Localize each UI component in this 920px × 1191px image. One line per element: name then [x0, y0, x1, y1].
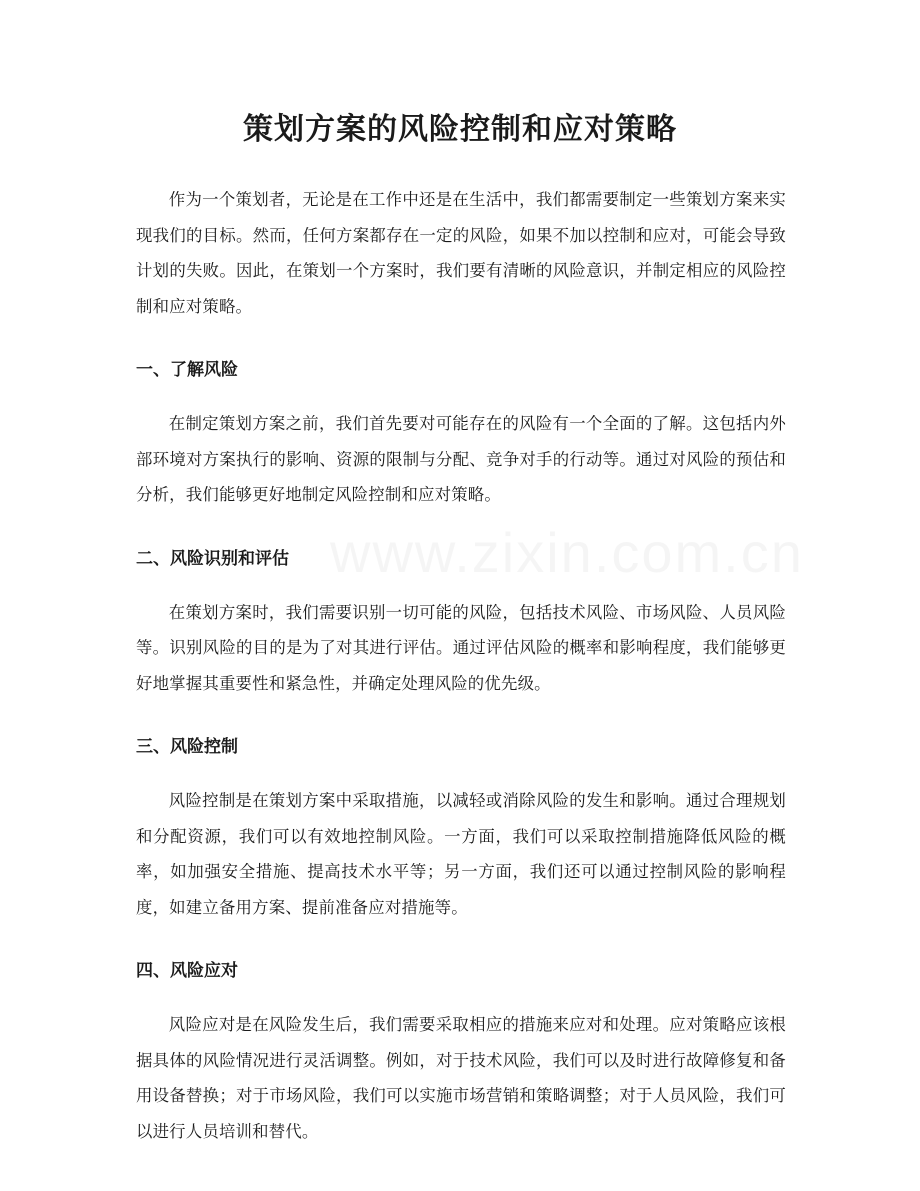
section-heading: 三、风险控制 [136, 737, 238, 757]
section-paragraph: 在制定策划方案之前，我们首先要对可能存在的风险有一个全面的了解。这包括内外部环境对方案执行的影响、资源的限制与分配、竞争对手的行动等。通过对风险的预估和分析，我们能够更好地制定风险控制和应对策略。 [136, 414, 786, 504]
intro-paragraph: 作为一个策划者，无论是在工作中还是在生活中，我们都需要制定一些策划方案来实现我们的目标。然而，任何方案都存在一定的风险，如果不加以控制和应对，可能会导致计划的失败。因此，在策划一个方案时，我们要有清晰的风险意识，并制定相应的风险控制和应对策略。 [136, 190, 786, 316]
section-paragraph: 风险应对是在风险发生后，我们需要采取相应的措施来应对和处理。应对策略应该根据具体的风险情况进行灵活调整。例如，对于技术风险，我们可以及时进行故障修复和备用设备替换；对于市场风险，我们可以实施市场营销和策略调整；对于人员风险，我们可以进行人员培训和替代。 [136, 1015, 786, 1141]
section-heading: 二、风险识别和评估 [136, 548, 289, 569]
section-heading: 四、风险应对 [136, 961, 238, 981]
section-risk-control [136, 735, 786, 925]
page-title: 策划方案的风险控制和应对策略 [243, 112, 677, 147]
section-paragraph: 在策划方案时，我们需要识别一切可能的风险，包括技术风险、市场风险、人员风险等。识别风险的目的是为了对其进行评估。通过评估风险的概率和影响程度，我们能够更好地掌握其重要性和紧急性，并确定处理风险的优先级。 [136, 602, 786, 693]
section-paragraph: 风险控制是在策划方案中采取措施，以减轻或消除风险的发生和影响。通过合理规划和分配资源，我们可以有效地控制风险。一方面，我们可以采取控制措施降低风险的概率，如加强安全措施、提高技术水平等；另一方面，我们还可以通过控制风险的影响程度，如建立备用方案、提前准备应对措施等。 [136, 791, 786, 917]
section-risk-identification [136, 547, 786, 702]
section-heading: 一、了解风险 [136, 360, 238, 380]
section-understand-risk [136, 358, 786, 513]
document-body [136, 182, 786, 1183]
section-risk-response [136, 959, 786, 1149]
